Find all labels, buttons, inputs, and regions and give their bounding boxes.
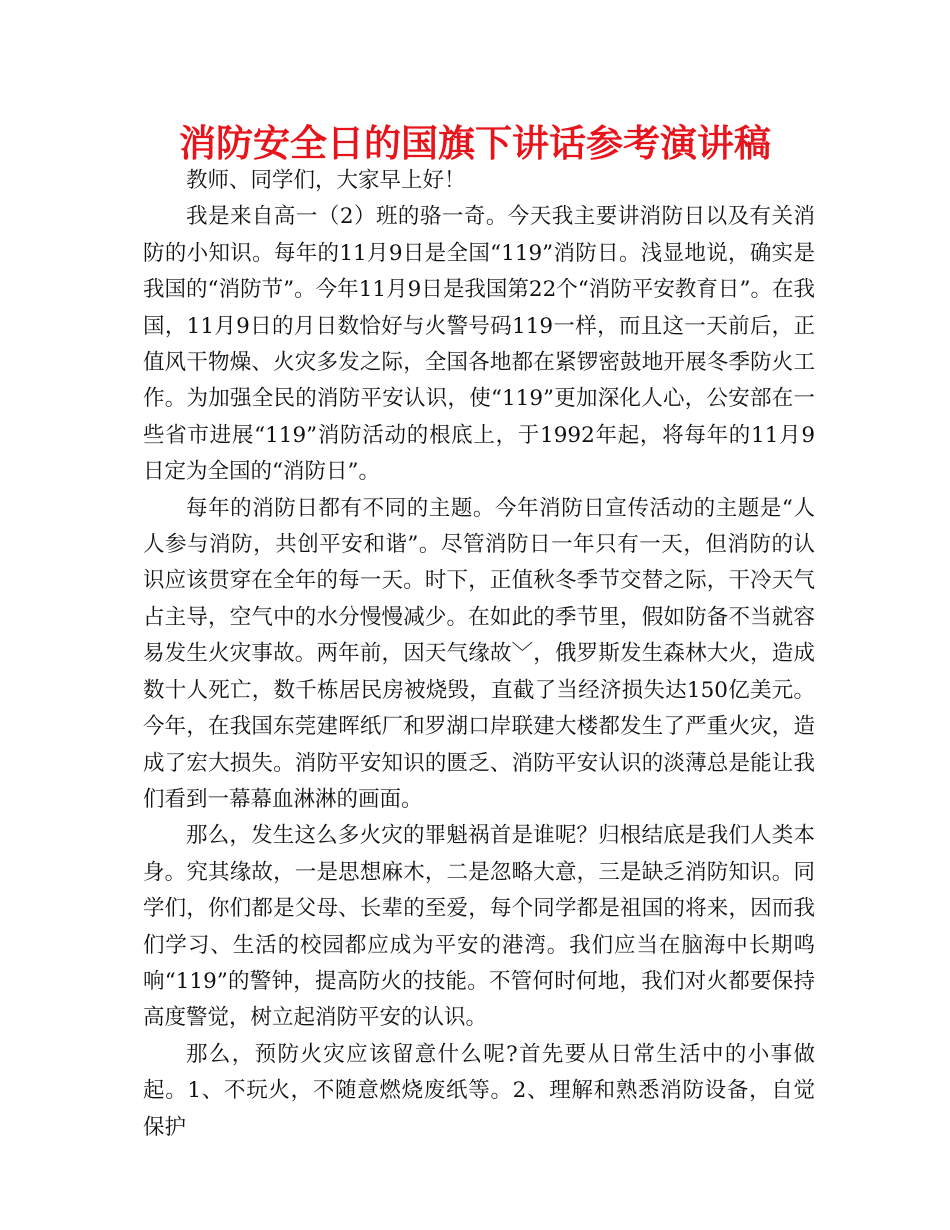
document-body <box>143 163 815 1146</box>
paragraph-4: 那么，预防火灾应该留意什么呢?首先要从日常生活中的小事做起。1、不玩火，不随意燃烧废纸等。2、理解和熟悉消防设备，自觉保护 <box>143 1041 815 1140</box>
greeting-line: 教师、同学们，大家早上好！ <box>186 168 466 193</box>
document-title: 消防安全日的国旗下讲话参考演讲稿 <box>179 122 771 165</box>
paragraph-2: 每年的消防日都有不同的主题。今年消防日宣传活动的主题是“人人参与消防，共创平安和谐”。尽管消防日一年只有一天，但消防的认识应该贯穿在全年的每一天。时下，正值秋冬季节交替之际，干冷天气占主导，空气中的水分慢慢减少。在如此的季节里，假如防备不当就容易发生火灾事故。两年前，因天气缘故﹀，俄罗斯发生森林大火，造成数十人死亡，数千栋居民房被烧毁，直截了当经济损失达150亿美元。今年，在我国东莞建晖纸厂和罗湖口岸联建大楼都发生了严重火灾，造成了宏大损失。消防平安知识的匮乏、消防平安认识的淡薄总是能让我们看到一幕幕血淋淋的画面。 <box>143 495 815 812</box>
paragraph-1: 我是来自高一（2）班的骆一奇。今天我主要讲消防日以及有关消防的小知识。每年的11月9日是全国“119”消防日。浅显地说，确实是我国的“消防节”。今年11月9日是我国第22个“消防平安教育日”。在我国，11月9日的月日数恰好与火警号码119一样，而且这一天前后，正值风干物燥、火灾多发之际，全国各地都在紧锣密鼓地开展冬季防火工作。为加强全民的消防平安认识，使“119”更加深化人心，公安部在一些省市进展“119”消防活动的根底上，于1992年起，将每年的11月9日定为全国的“消防日”。 <box>143 204 815 485</box>
paragraph-3: 那么，发生这么多火灾的罪魁祸首是谁呢？归根结底是我们人类本身。究其缘故，一是思想麻木，二是忽略大意，三是缺乏消防知识。同学们，你们都是父母、长辈的至爱，每个同学都是祖国的将来，因而我们学习、生活的校园都应成为平安的港湾。我们应当在脑海中长期鸣响“119”的警钟，提高防火的技能。不管何时何地，我们对火都要保持高度警觉，树立起消防平安的认识。 <box>143 823 815 1031</box>
